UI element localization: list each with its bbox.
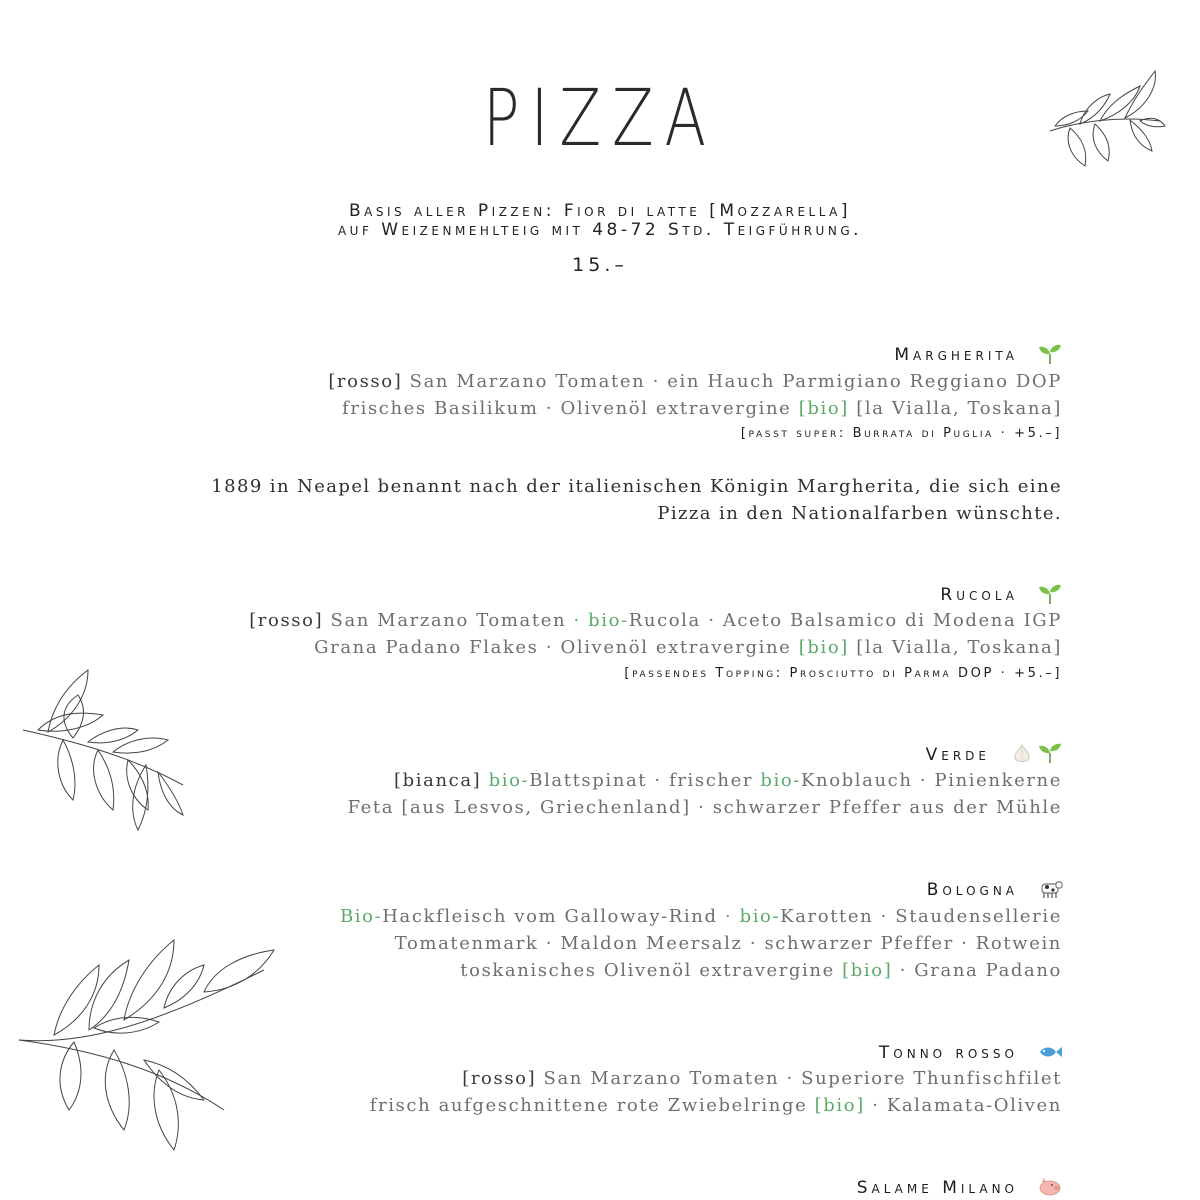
desc-text: frisches Basilikum · Olivenöl extravergine xyxy=(342,398,799,419)
desc-text: San Marzano Tomaten xyxy=(323,610,574,631)
item-story-line: 1889 in Neapel benannt nach der italienischen Königin Margherita, die sich eine xyxy=(211,476,1062,497)
bio-label: · bio- xyxy=(724,906,781,927)
bio-label: [bio] xyxy=(842,960,893,981)
desc-text: [rosso] xyxy=(328,371,403,392)
bio-label: Bio- xyxy=(339,906,383,927)
desc-text: · Grana Padano xyxy=(892,960,1062,981)
desc-text: Grana Padano Flakes · Olivenöl extravergine xyxy=(314,637,799,658)
item-desc-line xyxy=(342,400,1062,418)
bio-label: bio- xyxy=(760,770,801,791)
desc-text: Hackfleisch vom Galloway-Rind xyxy=(382,906,725,927)
item-name-rucola: Rucola xyxy=(940,585,1018,605)
seedling-icon xyxy=(1037,583,1063,605)
item-desc-line xyxy=(314,639,1062,657)
bio-label: · bio- xyxy=(573,610,629,631)
bio-label: [bio] xyxy=(798,637,849,658)
item-desc-line xyxy=(460,962,1062,980)
item-desc-line xyxy=(340,908,1062,926)
leaf-branch-icon xyxy=(14,930,294,1160)
bio-label: [bio] xyxy=(814,1095,865,1116)
desc-text: · Kalamata-Oliven xyxy=(864,1095,1062,1116)
leaf-branch-icon xyxy=(1040,66,1170,171)
cow-icon xyxy=(1037,878,1063,900)
desc-text: Feta [aus Lesvos, Griechenland] · schwarzer Pfeffer aus der Mühle xyxy=(347,797,1062,818)
desc-text: [rosso] xyxy=(249,610,324,631)
desc-text: Rucola · Aceto Balsamico di Modena IGP xyxy=(628,610,1062,631)
desc-text: [rosso] xyxy=(462,1068,537,1089)
page-title: PIZZA xyxy=(482,74,718,164)
item-desc-line xyxy=(348,799,1062,817)
desc-text: Karotten · Staudensellerie xyxy=(780,906,1062,927)
item-desc-line xyxy=(328,373,1062,391)
price: 15.– xyxy=(572,254,628,276)
item-story-line: Pizza in den Nationalfarben wünschte. xyxy=(657,503,1062,524)
basis-line-1: Basis aller Pizzen: Fior di latte [Mozzarella] xyxy=(348,201,852,221)
item-desc-line xyxy=(394,772,1062,790)
item-name-tonno-rosso: Tonno rosso xyxy=(878,1043,1018,1063)
desc-text: [la Vialla, Toskana] xyxy=(848,637,1062,658)
item-note: [passt super: Burrata di Puglia · +5.–] xyxy=(740,426,1062,441)
basis-line-2: auf Weizenmehlteig mit 48-72 Std. Teigführung. xyxy=(337,220,863,240)
desc-text: Knoblauch · Pinienkerne xyxy=(801,770,1062,791)
desc-text xyxy=(481,770,488,791)
desc-text: [la Vialla, Toskana] xyxy=(848,398,1062,419)
item-name-bologna: Bologna xyxy=(926,880,1018,900)
bio-label: [bio] xyxy=(798,398,849,419)
item-name-verde: Verde xyxy=(925,745,990,765)
desc-text: Blattspinat · frischer xyxy=(529,770,761,791)
desc-text: frisch aufgeschnittene rote Zwiebelringe xyxy=(369,1095,815,1116)
pig-icon xyxy=(1037,1175,1063,1197)
seedling-icon xyxy=(1037,343,1063,365)
desc-text: San Marzano Tomaten · ein Hauch Parmigiano Reggiano DOP xyxy=(402,371,1062,392)
item-desc-line xyxy=(462,1070,1062,1088)
fish-icon xyxy=(1037,1041,1063,1063)
item-note: [passendes Topping: Prosciutto di Parma DOP · +5.–] xyxy=(624,666,1062,681)
item-name-margherita: Margherita xyxy=(894,345,1018,365)
desc-text: toskanisches Olivenöl extravergine xyxy=(460,960,843,981)
desc-text: Tomatenmark · Maldon Meersalz · schwarzer Pfeffer · Rotwein xyxy=(394,933,1062,954)
item-desc-line xyxy=(370,1097,1062,1115)
item-desc-line xyxy=(395,935,1062,953)
item-name-salame-milano: Salame Milano xyxy=(856,1178,1018,1198)
desc-text: San Marzano Tomaten · Superiore Thunfischfilet xyxy=(536,1068,1062,1089)
leaf-branch-icon xyxy=(18,660,193,835)
bio-label: bio- xyxy=(488,770,530,791)
item-desc-line xyxy=(249,612,1062,630)
desc-text: [bianca] xyxy=(394,770,482,791)
garlic-and-seedling-icon xyxy=(1011,742,1063,764)
